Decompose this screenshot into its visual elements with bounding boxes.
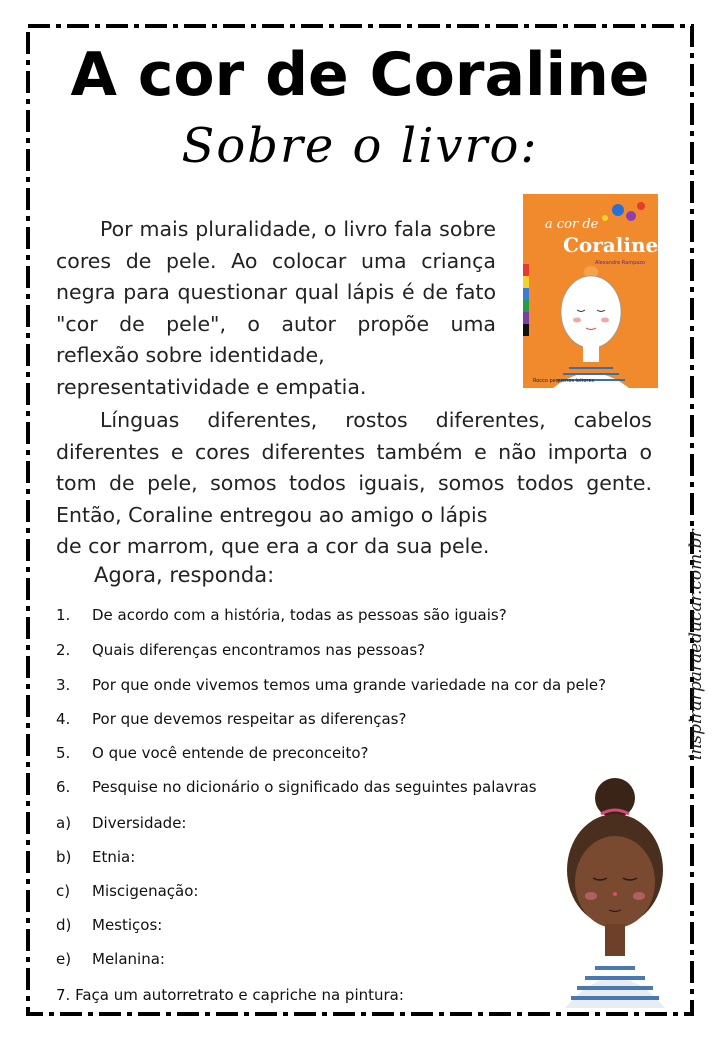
word-item [56, 848, 135, 866]
question-text: Quais diferenças encontramos nas pessoas? [92, 641, 426, 659]
paragraph-main-last-line: de cor marrom, que era a cor da sua pele. [56, 534, 490, 558]
question-item [56, 606, 507, 624]
paragraph-intro [56, 214, 496, 403]
question-number: 2. [56, 641, 71, 659]
question-number: 4. [56, 710, 71, 728]
question-number: 3. [56, 676, 71, 694]
question-number: 1. [56, 606, 71, 624]
question-text: Por que devemos respeitar as diferenças? [92, 710, 407, 728]
word-letter: a) [56, 814, 72, 832]
page-title: A cor de Coraline [70, 40, 650, 110]
question-text: O que você entende de preconceito? [92, 744, 369, 762]
paragraph-main-text: Línguas diferentes, rostos diferentes, cabelos diferentes e cores diferentes também e não importa o tom de pele, somos todos iguais, somos todos gente. Então, Coraline entregou ao amigo o lápis [56, 408, 652, 527]
word-label: Diversidade: [92, 814, 187, 832]
word-label: Mestiços: [92, 916, 163, 934]
question-item [56, 676, 606, 694]
question-text: Pesquise no dicionário o significado das seguintes palavras [92, 778, 537, 796]
question-item [56, 778, 537, 796]
word-letter: d) [56, 916, 72, 934]
paragraph-intro-last-line: representatividade e empatia. [56, 374, 367, 399]
cover-title-line2: Coraline [563, 233, 658, 257]
question-text: De acordo com a história, todas as pessoas são iguais? [92, 606, 507, 624]
word-item [56, 950, 165, 968]
word-label: Melanina: [92, 950, 165, 968]
word-letter: b) [56, 848, 72, 866]
website-watermark [665, 450, 720, 770]
word-item [56, 814, 187, 832]
word-item [56, 882, 198, 900]
book-cover-image [523, 194, 658, 388]
word-label: Etnia: [92, 848, 136, 866]
cover-publisher: Rocco pequenos leitores [533, 378, 595, 384]
question-item [56, 744, 368, 762]
question-item [56, 710, 406, 728]
word-letter: c) [56, 882, 71, 900]
section-subtitle: Sobre o livro: [181, 118, 539, 174]
girl-illustration [555, 770, 675, 1008]
final-task: 7. Faça um autorretrato e capriche na pintura: [56, 986, 404, 1004]
word-letter: e) [56, 950, 72, 968]
paragraph-intro-text: Por mais pluralidade, o livro fala sobre cores de pele. Ao colocar uma criança negra para questionar qual lápis é de fato "cor de pele", o autor propõe uma reflexão sobre identidade, [56, 217, 496, 367]
cover-author: Alexandre Rampazo [595, 260, 645, 266]
watermark-text: inspirarparaeducar.com.br [686, 529, 706, 760]
respond-heading: Agora, responda: [94, 563, 275, 587]
paragraph-main [56, 405, 652, 563]
question-text: Por que onde vivemos temos uma grande variedade na cor da pele? [92, 676, 607, 694]
word-item [56, 916, 162, 934]
question-number: 5. [56, 744, 71, 762]
question-item [56, 641, 425, 659]
question-number: 6. [56, 778, 71, 796]
word-label: Miscigenação: [92, 882, 199, 900]
cover-title-line1: a cor de [545, 217, 599, 232]
